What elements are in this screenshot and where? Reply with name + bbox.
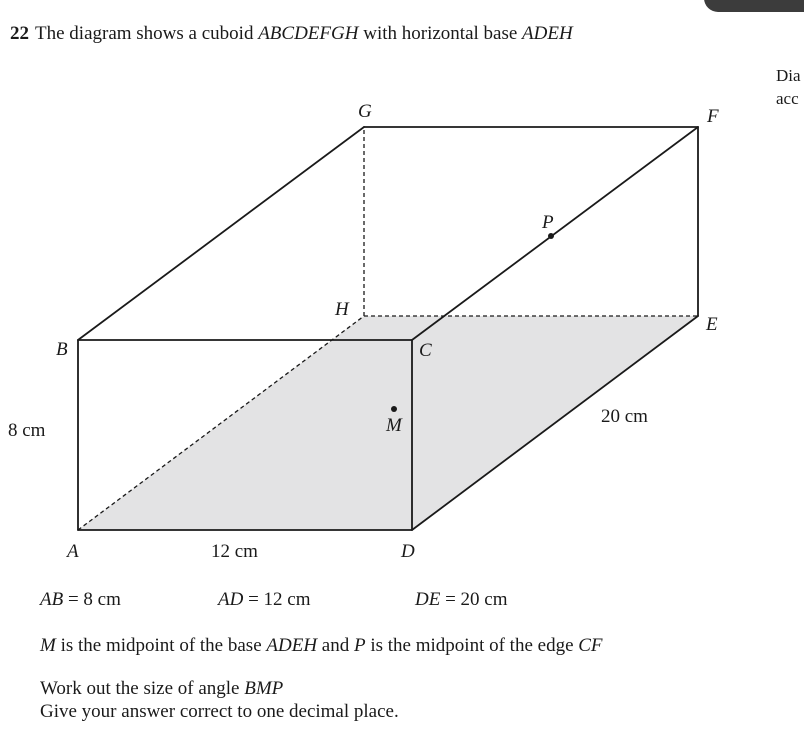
task-line-2: Give your answer correct to one decimal place. xyxy=(40,701,399,722)
label-F: F xyxy=(707,106,719,127)
intro-text-prefix: The diagram shows a cuboid xyxy=(35,23,259,44)
point-M-dot xyxy=(391,406,397,412)
label-D: D xyxy=(401,541,415,562)
length-ad-rhs: = 12 cm xyxy=(243,589,311,610)
midpoint-statement xyxy=(40,635,603,657)
length-ab xyxy=(40,589,121,611)
dimension-depth: 20 cm xyxy=(601,406,648,427)
stmt-t2: and xyxy=(317,635,354,656)
stmt-adeh: ADEH xyxy=(266,635,318,656)
side-note-line-1: Dia xyxy=(776,66,801,85)
length-ad-lhs: AD xyxy=(218,589,244,610)
point-P-dot xyxy=(548,233,554,239)
label-P: P xyxy=(542,212,554,233)
length-de xyxy=(415,589,508,611)
length-de-rhs: = 20 cm xyxy=(440,589,508,610)
task-angle: BMP xyxy=(244,678,284,699)
label-G: G xyxy=(358,101,372,122)
question-number: 22 xyxy=(10,23,29,44)
side-note-line-2: acc xyxy=(776,89,799,108)
length-de-lhs: DE xyxy=(415,589,441,610)
intro-base-name: ADEH xyxy=(522,23,573,44)
label-B: B xyxy=(56,339,68,360)
length-ab-lhs: AB xyxy=(40,589,64,610)
task-line-1 xyxy=(40,678,283,700)
stmt-p: P xyxy=(353,635,366,656)
label-A: A xyxy=(67,541,79,562)
stmt-t3: is the midpoint of the edge xyxy=(365,635,579,656)
length-ad xyxy=(218,589,311,611)
label-C: C xyxy=(419,340,432,361)
stmt-cf: CF xyxy=(578,635,603,656)
length-ab-rhs: = 8 cm xyxy=(63,589,121,610)
intro-text-mid: with horizontal base xyxy=(358,23,523,44)
dimension-height: 8 cm xyxy=(8,420,46,441)
edge-CF xyxy=(412,127,698,340)
edge-BG xyxy=(78,127,364,340)
stmt-m: M xyxy=(40,635,56,656)
dimension-width: 12 cm xyxy=(211,541,258,562)
stmt-t1: is the midpoint of the base xyxy=(55,635,267,656)
task-t1: Work out the size of angle xyxy=(40,678,245,699)
label-M: M xyxy=(386,415,402,436)
label-H: H xyxy=(335,299,349,320)
label-E: E xyxy=(706,314,718,335)
intro-cuboid-name: ABCDEFGH xyxy=(258,23,359,44)
